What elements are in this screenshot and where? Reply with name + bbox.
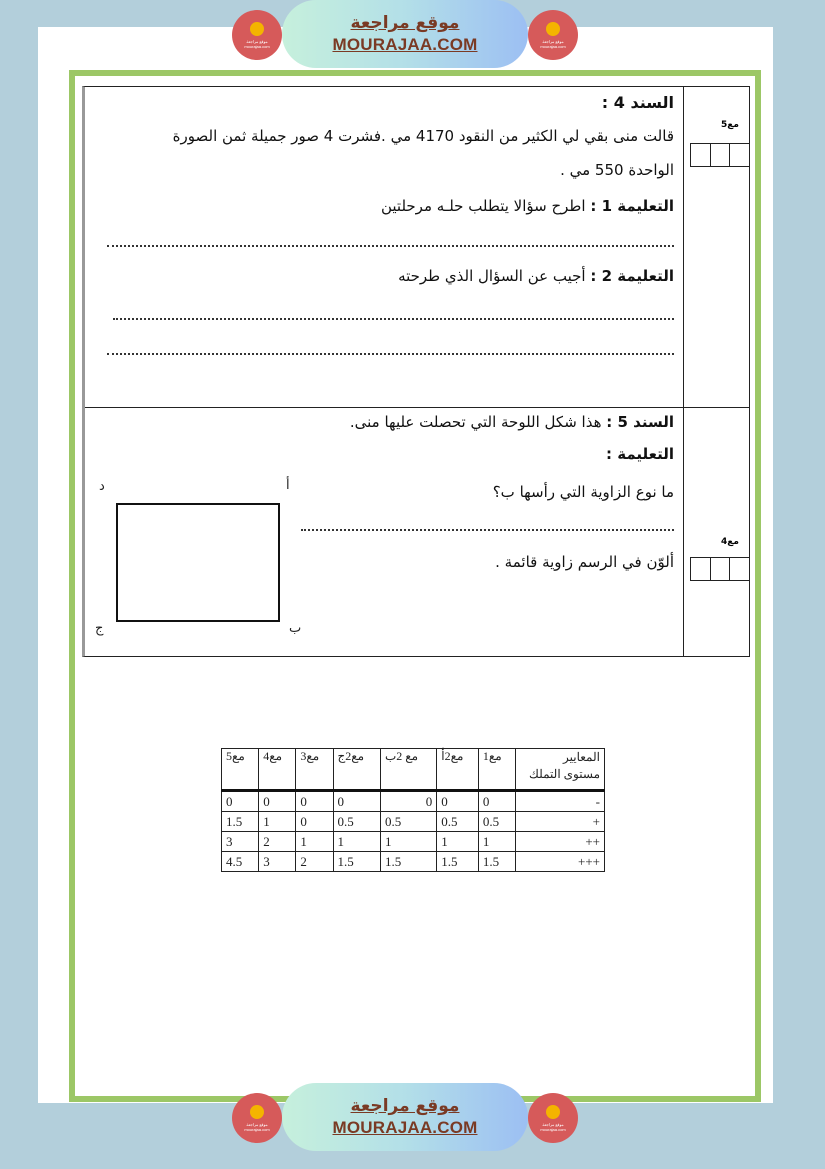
- level-cell: +++: [516, 852, 605, 872]
- value-cell: 4.5: [222, 852, 259, 872]
- score-cell[interactable]: [691, 558, 710, 580]
- badge-text-ar: موقع مراجعة: [542, 38, 564, 44]
- answer-line-1[interactable]: [107, 245, 674, 247]
- grading-criteria-table: [221, 748, 605, 872]
- level-cell: -: [516, 791, 605, 812]
- value-cell: 0.5: [437, 812, 479, 832]
- criteria-header-line-1: المعايير: [563, 750, 600, 764]
- column-header: مع3: [296, 749, 333, 791]
- column-header: مع1: [478, 749, 515, 791]
- value-cell: 0: [437, 791, 479, 812]
- vertex-label-d: د: [99, 479, 105, 494]
- site-name-arabic[interactable]: موقع مراجعة: [350, 1096, 460, 1116]
- level-cell: +: [516, 812, 605, 832]
- instruction-1-label: التعليمة 1 :: [590, 197, 674, 215]
- table-row: [222, 852, 605, 872]
- site-name-arabic[interactable]: موقع مراجعة: [350, 13, 460, 33]
- question-angle-type: ما نوع الزاوية التي رأسها ب؟: [492, 483, 674, 501]
- book-logo-icon: [546, 22, 560, 36]
- column-header: مع4: [259, 749, 296, 791]
- value-cell: 2: [259, 832, 296, 852]
- value-cell: 2: [296, 852, 333, 872]
- badge-text-en: mourajaa.com: [540, 1126, 566, 1132]
- vertex-label-b: ب: [289, 621, 302, 636]
- table-row: [222, 832, 605, 852]
- site-name-english[interactable]: MOURAJAA.COM: [332, 1118, 478, 1137]
- badge-text-ar: موقع مراجعة: [246, 1121, 268, 1127]
- instruction-1-text: اطرح سؤالا يتطلب حلـه مرحلتين: [380, 197, 586, 215]
- section-5-title: السند 5 :: [606, 413, 674, 431]
- table-row: [222, 812, 605, 832]
- value-cell: 1.5: [222, 812, 259, 832]
- top-banner[interactable]: [232, 0, 578, 70]
- level-cell: ++: [516, 832, 605, 852]
- site-name-english[interactable]: MOURAJAA.COM: [332, 35, 478, 54]
- column-header: مع5: [222, 749, 259, 791]
- value-cell: 0: [381, 791, 437, 812]
- section-4-text-line-2: الواحدة 550 مي .: [560, 161, 674, 179]
- criteria-header: [516, 749, 605, 791]
- column-header: مع2أ: [437, 749, 479, 791]
- value-cell: 1.5: [381, 852, 437, 872]
- rectangle-figure[interactable]: [116, 503, 280, 622]
- badge-text-ar: موقع مراجعة: [246, 38, 268, 44]
- site-link-pill[interactable]: [282, 0, 528, 68]
- value-cell: 0.5: [333, 812, 381, 832]
- section-5: [85, 407, 749, 656]
- question-color-right-angle: ألوّن في الرسم زاوية قائمة .: [495, 553, 674, 571]
- value-cell: 3: [259, 852, 296, 872]
- column-header: مع2ج: [333, 749, 381, 791]
- instruction-2-label: التعليمة 2 :: [590, 267, 674, 285]
- value-cell: 0: [478, 791, 515, 812]
- badge-text-ar: موقع مراجعة: [542, 1121, 564, 1127]
- exam-table: [82, 86, 750, 657]
- score-cell[interactable]: [710, 558, 730, 580]
- value-cell: 1: [437, 832, 479, 852]
- book-logo-icon: [546, 1105, 560, 1119]
- site-logo-badge-left: [232, 10, 282, 60]
- badge-text-en: mourajaa.com: [244, 43, 270, 49]
- score-cell[interactable]: [729, 558, 749, 580]
- site-logo-badge-right: [528, 10, 578, 60]
- value-cell: 1: [381, 832, 437, 852]
- value-cell: 0.5: [478, 812, 515, 832]
- value-cell: 1: [333, 832, 381, 852]
- value-cell: 0: [222, 791, 259, 812]
- table-header-row: [222, 749, 605, 791]
- instruction-2-text: أجيب عن السؤال الذي طرحته: [398, 267, 586, 285]
- answer-line-angle[interactable]: [301, 529, 674, 531]
- vertex-label-a: أ: [286, 478, 290, 493]
- value-cell: 1.5: [478, 852, 515, 872]
- score-label-criterion-4: مع4: [721, 537, 739, 547]
- value-cell: 0: [296, 791, 333, 812]
- value-cell: 1: [296, 832, 333, 852]
- section-4: [85, 87, 749, 408]
- value-cell: 3: [222, 832, 259, 852]
- value-cell: 0.5: [381, 812, 437, 832]
- site-link-pill[interactable]: [282, 1083, 528, 1151]
- site-logo-badge-right: [528, 1093, 578, 1143]
- score-cell[interactable]: [729, 144, 749, 166]
- bottom-banner[interactable]: [232, 1083, 578, 1153]
- criteria-header-line-2: مستوى التملك: [529, 767, 600, 781]
- section-4-title: السند 4 :: [601, 93, 674, 112]
- score-boxes-criterion-4[interactable]: [690, 557, 750, 581]
- score-boxes-criterion-5[interactable]: [690, 143, 750, 167]
- value-cell: 1.5: [333, 852, 381, 872]
- value-cell: 0: [296, 812, 333, 832]
- value-cell: 0: [333, 791, 381, 812]
- badge-text-en: mourajaa.com: [540, 43, 566, 49]
- section-4-text-line-1: قالت منى بقي لي الكثير من النقود 4170 مي .فشرت 4 صور جميلة ثمن الصورة: [172, 127, 674, 145]
- vertex-label-j: ج: [95, 621, 104, 636]
- badge-text-en: mourajaa.com: [244, 1126, 270, 1132]
- value-cell: 1.5: [437, 852, 479, 872]
- score-cell[interactable]: [710, 144, 730, 166]
- book-logo-icon: [250, 1105, 264, 1119]
- answer-line-3[interactable]: [107, 353, 674, 355]
- section-5-text: هذا شكل اللوحة التي تحصلت عليها منى.: [349, 413, 602, 431]
- value-cell: 1: [478, 832, 515, 852]
- site-logo-badge-left: [232, 1093, 282, 1143]
- value-cell: 0: [259, 791, 296, 812]
- section-5-instruction-label: التعليمة :: [606, 445, 674, 463]
- value-cell: 1: [259, 812, 296, 832]
- score-cell[interactable]: [691, 144, 710, 166]
- table-row: [222, 791, 605, 812]
- answer-line-2[interactable]: [113, 318, 674, 320]
- column-header: مع 2ب: [381, 749, 437, 791]
- book-logo-icon: [250, 22, 264, 36]
- score-label-criterion-5: مع5: [721, 120, 739, 130]
